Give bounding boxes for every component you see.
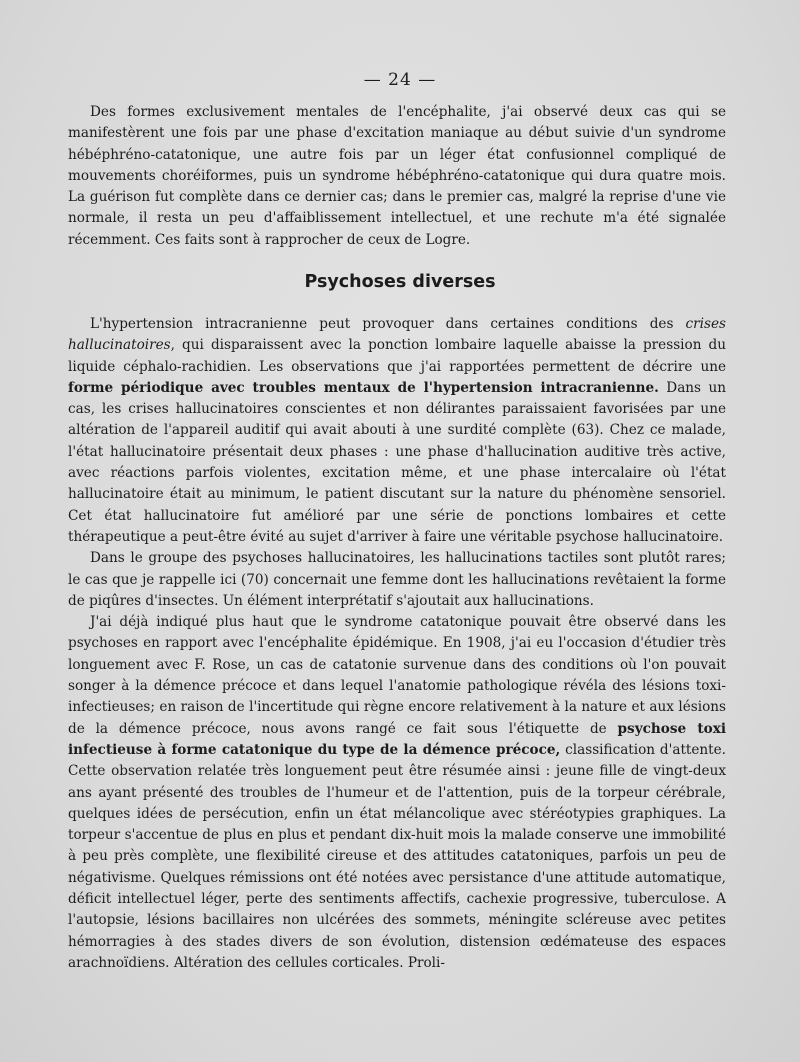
- bold-term: forme périodique avec troubles mentaux de l'hypertension intracranienne.: [68, 379, 659, 396]
- italic-term: crises hallucinatoires: [68, 316, 726, 354]
- paragraph-hypertension: [68, 314, 726, 548]
- paragraph-text: Dans un cas, les crises hallucinatoires conscientes et non délirantes paraissaient favorisées par une altération de l'appareil auditif qui avait abouti à une surdité complète (63). Chez ce malade, l'état hallucinatoire présentait deux phases : une phase d'hallucination auditive très active, avec réactions parfois violentes, excitation même, et une phase intercalaire où l'état hallucinatoire était au minimum, le patient discutant sur la nature du phénomène sensoriel. Cet état hallucinatoire fut amélioré par une série de ponctions lombaires et cette thérapeutique a peut-être évité au sujet d'arriver à faire une véritable psychose hallucinatoire.: [68, 379, 726, 545]
- intro-section: [68, 102, 726, 251]
- page-number: — 24 —: [363, 70, 437, 90]
- paragraph-hallucinations: Dans le groupe des psychoses hallucinatoires, les hallucinations tactiles sont plutôt rares; le cas que je rappelle ici (70) concernait une femme dont les hallucinations revêtaient la forme de piqûres d'insectes. Un élément interprétatif s'ajoutait aux hallucinations.: [68, 550, 726, 609]
- paragraph-text: L'hypertension intracranienne peut provoquer dans certaines conditions des: [90, 316, 686, 332]
- intro-paragraph: Des formes exclusivement mentales de l'encéphalite, j'ai observé deux cas qui se manifestèrent une fois par une phase d'excitation maniaque au début suivie d'un syndrome hébéphréno-catatonique, une autre fois par un léger état confusionnel compliqué de mouvements choréiformes, puis un syndrome hébéphréno-catatonique qui dura quatre mois. La guérison fut complète dans ce dernier cas; dans le premier cas, malgré la reprise d'une vie normale, il resta un peu d'affaiblissement intellectuel, et une rechute m'a été signalée récemment. Ces faits sont à rapprocher de ceux de Logre.: [68, 104, 726, 248]
- paragraph-catatonie: [68, 612, 726, 974]
- bold-term: psychose toxi infectieuse à forme catatonique du type de la démence précoce,: [68, 720, 727, 758]
- psychoses-section: [68, 314, 726, 974]
- paragraph-text: classification d'attente. Cette observation relatée très longuement peut être résumée ainsi : jeune fille de vingt-deux ans ayant présenté des troubles de l'humeur et de l'attention, puis de la torpeur cérébrale, quelques idées de persécution, enfin un état mélancolique avec stéréotypies graphiques. La torpeur s'accentue de plus en plus et pendant dix-huit mois la malade conserve une immobilité à peu près complète, une flexibilité cireuse et des attitudes catatoniques, parfois un peu de négativisme. Quelques rémissions ont été notées avec persistance d'une attitude automatique, déficit intellectuel léger, perte des sentiments affectifs, cachexie progressive, tuberculose. A l'autopsie, lésions bacillaires non ulcérées des sommets, méningite scléreuse avec petites hémorragies à des stades divers de son évolution, distension œdémateuse des espaces arachnoïdiens. Altération des cellules corticales. Proli-: [68, 741, 727, 971]
- section-heading: Psychoses diverses: [304, 272, 496, 292]
- paragraph-text: J'ai déjà indiqué plus haut que le syndrome catatonique pouvait être observé dans les psychoses en rapport avec l'encéphalite épidémique. En 1908, j'ai eu l'occasion d'étudier très longuement avec F. Rose, un cas de catatonie survenue dans des conditions où l'on pouvait songer à la démence précoce et dans lequel l'anatomie pathologique révéla des lésions toxi-infectieuses; en raison de l'incertitude qui règne encore relativement à la nature et aux lésions de la démence précoce, nous avons rangé ce fait sous l'étiquette de: [68, 614, 726, 737]
- paragraph-text: , qui disparaissent avec la ponction lombaire laquelle abaisse la pression du liquide céphalo-rachidien. Les observations que j'ai rapportées permettent de décrire une: [68, 337, 726, 375]
